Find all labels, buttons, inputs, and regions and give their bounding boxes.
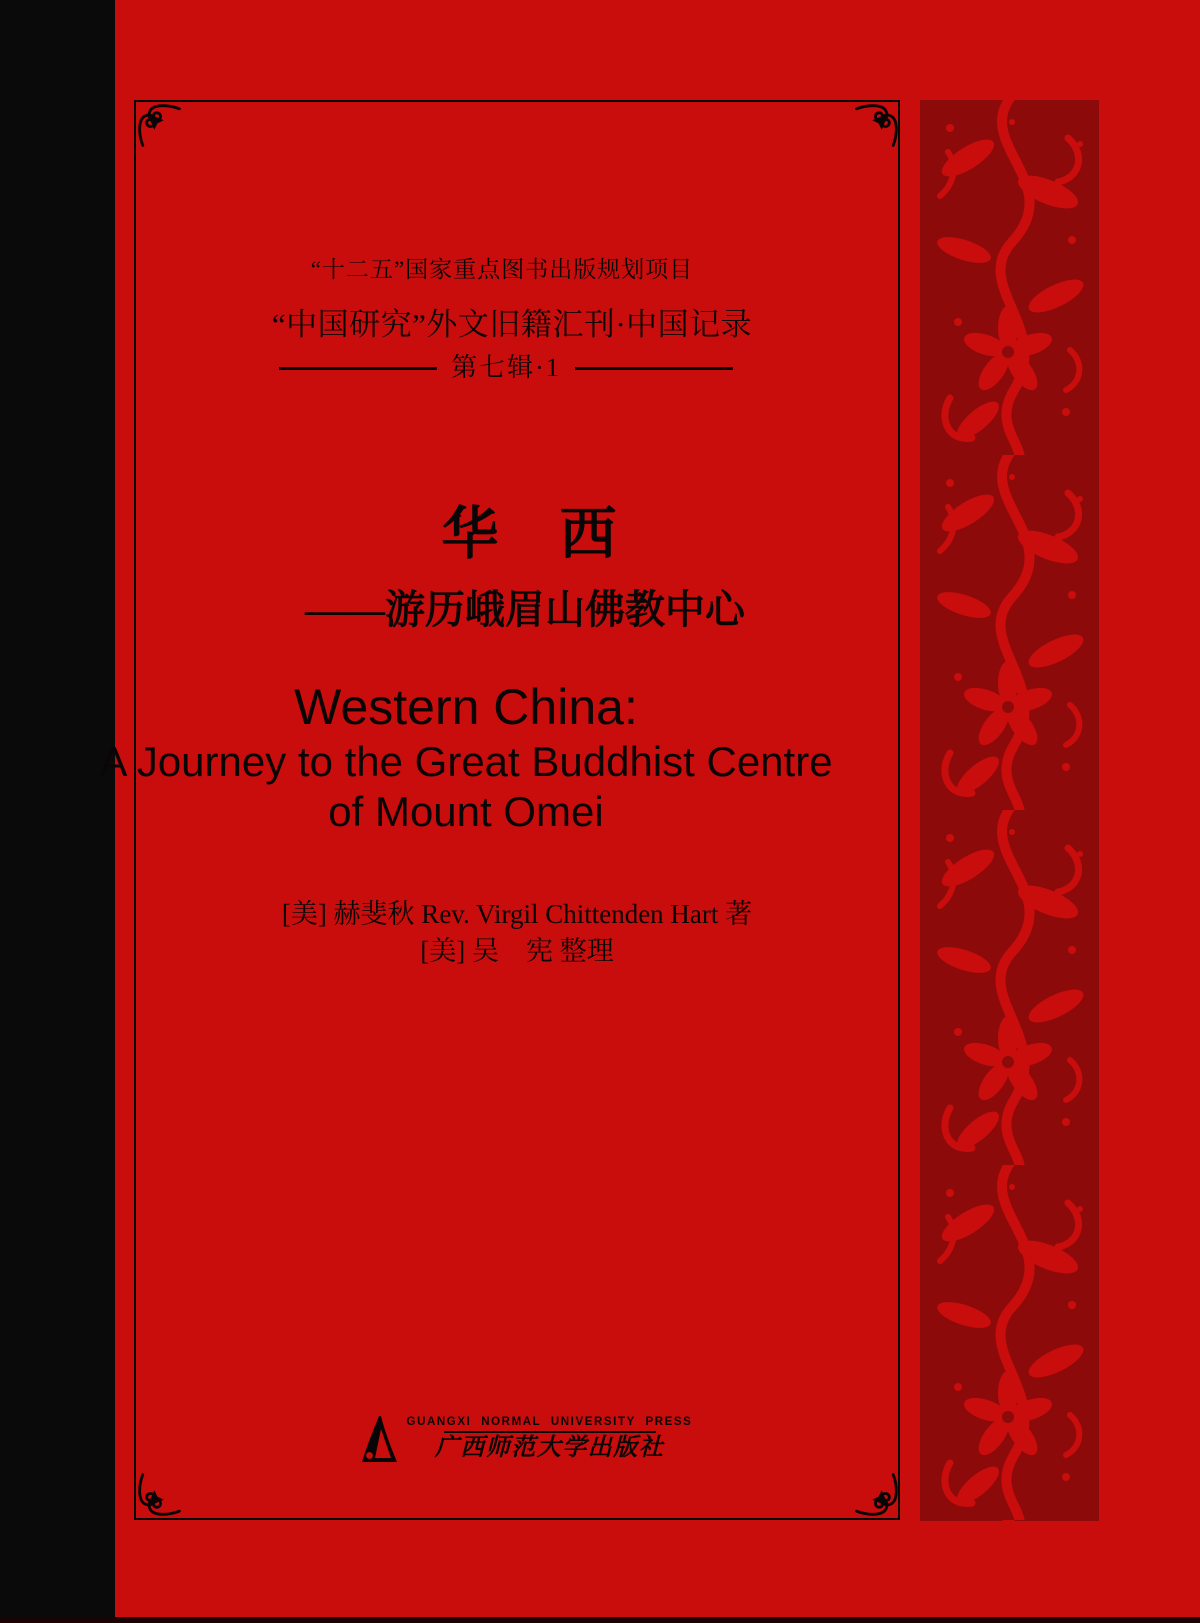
editor-line: [美] 吴 宪 整理 bbox=[420, 936, 614, 966]
title-english-line3: of Mount Omei bbox=[328, 788, 604, 835]
corner-flourish-icon bbox=[137, 1473, 181, 1517]
title-english-line2: A Journey to the Great Buddhist Centre bbox=[99, 738, 833, 785]
floral-pattern-strip bbox=[920, 100, 1099, 1521]
volume-rule-left bbox=[279, 367, 437, 370]
series-volume-row bbox=[123, 355, 889, 381]
publisher-name-cn: 广西师范大学出版社 bbox=[434, 1435, 665, 1462]
series-project-line: “十二五”国家重点图书出版规划项目 bbox=[310, 257, 694, 282]
title-english-line1: Western China: bbox=[294, 679, 638, 735]
cover-bottom-edge bbox=[0, 1617, 1200, 1623]
series-volume: 第七辑·1 bbox=[451, 353, 561, 382]
author-line: [美] 赫斐秋 Rev. Virgil Chittenden Hart 著 bbox=[281, 899, 753, 929]
corner-flourish-icon bbox=[137, 103, 181, 147]
publisher-name-en: GUANGXI NORMAL UNIVERSITY PRESS bbox=[406, 1415, 693, 1428]
series-collection-line: “中国研究”外文旧籍汇刊·中国记录 bbox=[271, 307, 753, 342]
publisher-logo-icon bbox=[360, 1414, 400, 1464]
subtitle-chinese: ——游历峨眉山佛教中心 bbox=[305, 587, 745, 632]
title-chinese: 华 西 bbox=[441, 503, 619, 566]
publisher-block bbox=[143, 1414, 909, 1464]
publisher-divider bbox=[444, 1431, 656, 1433]
publisher-text bbox=[407, 1417, 693, 1462]
corner-flourish-icon bbox=[855, 103, 899, 147]
corner-flourish-icon bbox=[855, 1473, 899, 1517]
volume-rule-right bbox=[575, 367, 733, 370]
